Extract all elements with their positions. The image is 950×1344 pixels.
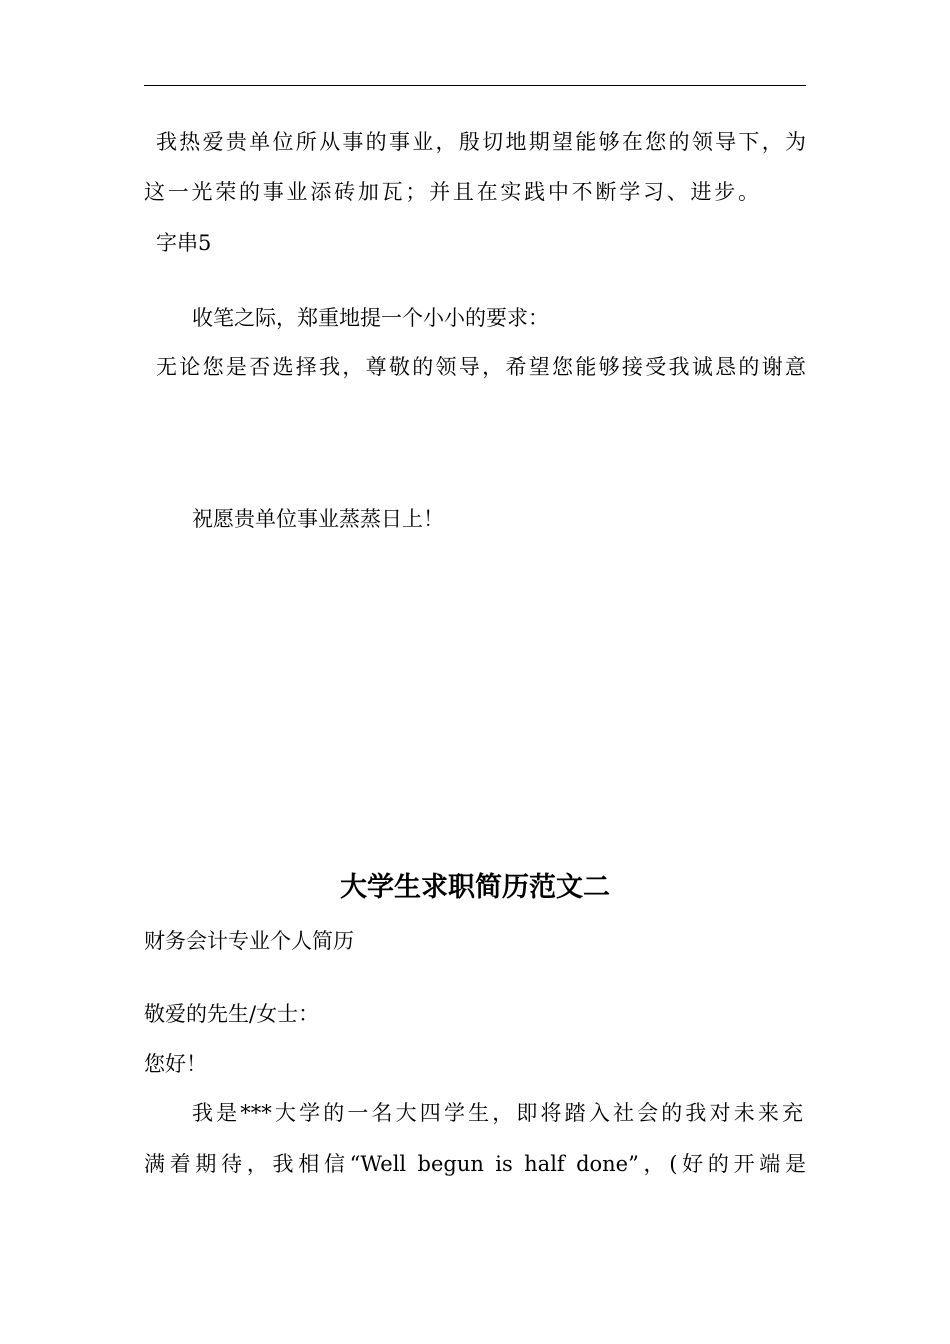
wishes-line: 祝愿贵单位事业蒸蒸日上！: [192, 507, 444, 531]
body-line: 我是***大学的一名大四学生，即将踏入社会的我对未来充: [192, 1101, 803, 1125]
section-title: 大学生求职简历范文二: [340, 872, 610, 903]
closing-request: 收笔之际，郑重地提一个小小的要求：: [192, 306, 549, 330]
paragraph-line: 这一光荣的事业添砖加瓦；并且在实践中不断学习、进步。: [144, 180, 759, 204]
string-label: 字串5: [156, 231, 212, 255]
closing-thanks: 无论您是否选择我，尊敬的领导，希望您能够接受我诚恳的谢意: [156, 355, 806, 379]
salutation: 敬爱的先生/女士：: [144, 1002, 320, 1026]
header-rule: [144, 85, 806, 86]
body-line: 满着期待，我相信“Well begun is half done”，(好的开端是: [144, 1152, 806, 1176]
resume-subtitle: 财务会计专业个人简历: [144, 929, 354, 953]
greeting: 您好！: [144, 1052, 207, 1076]
paragraph-line: 我热爱贵单位所从事的事业，殷切地期望能够在您的领导下，为: [156, 130, 806, 154]
